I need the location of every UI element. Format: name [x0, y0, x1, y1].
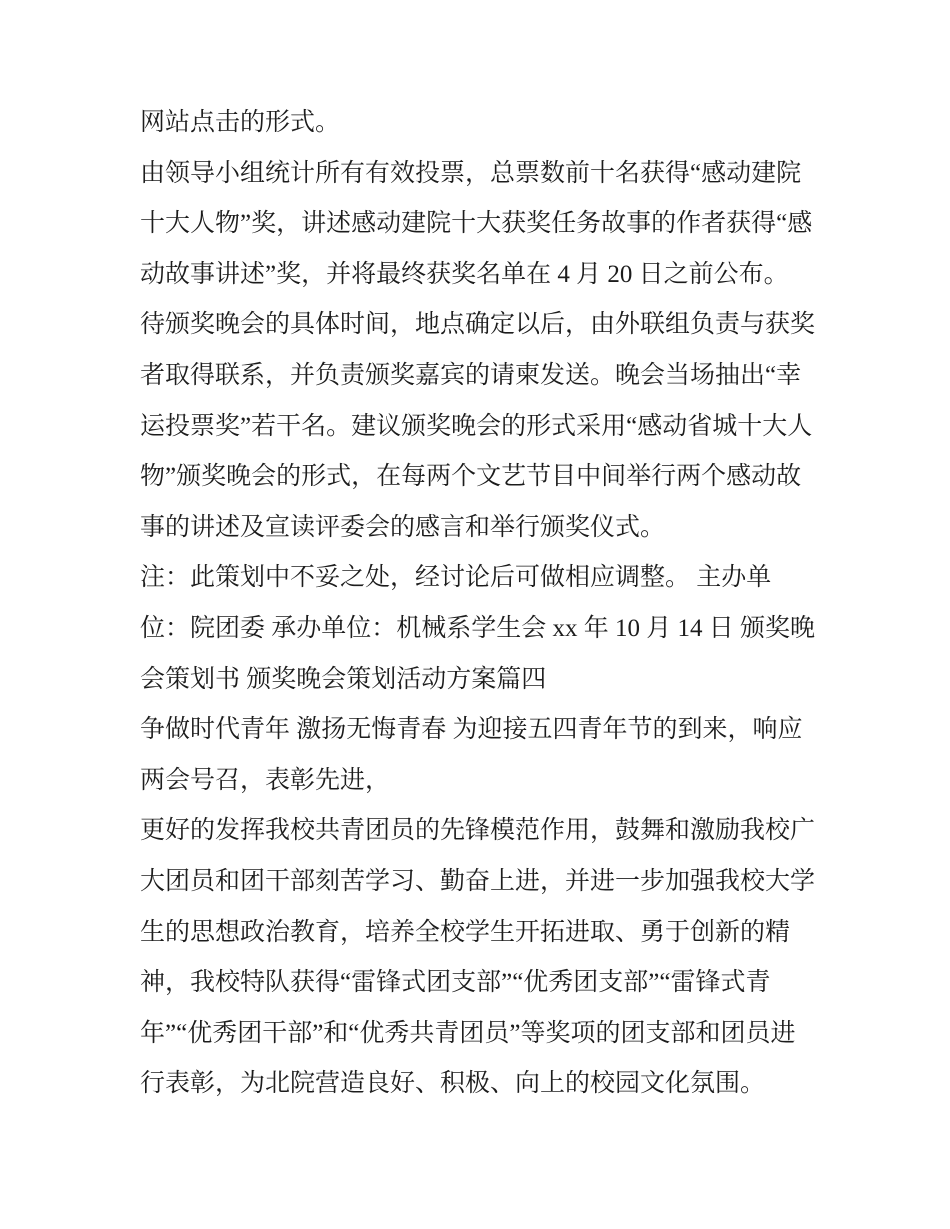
text-line: 待颁奖晚会的具体时间，地点确定以后，由外联组负责与获奖: [140, 311, 816, 339]
text-line: 行表彰，为北院营造良好、积极、向上的校园文化氛围。: [140, 1070, 766, 1098]
text-line: 大团员和团干部刻苦学习、勤奋上进，并进一步加强我校大学: [140, 867, 816, 895]
text-line: 争做时代青年 激扬无悔青春 为迎接五四青年节的到来，响应: [140, 716, 803, 744]
text-line: 事的讲述及宣读评委会的感言和举行颁奖仪式。: [140, 513, 666, 541]
text-line: 年”“优秀团干部”和“优秀共青团员”等奖项的团支部和团员进: [140, 1019, 796, 1047]
text-line: 动故事讲述”奖，并将最终获奖名单在 4 月 20 日之前公布。: [140, 260, 789, 288]
text-line: 注：此策划中不妥之处，经讨论后可做相应调整。 主办单: [140, 564, 772, 592]
text-line: 十大人物”奖，讲述感动建院十大获奖任务故事的作者获得“感: [140, 210, 813, 238]
text-line: 网站点击的形式。: [140, 109, 341, 136]
text-line: 更好的发挥我校共青团员的先锋模范作用，鼓舞和激励我校广: [140, 817, 816, 845]
text-line: 者取得联系，并负责颁奖嘉宾的请柬发送。晚会当场抽出“幸: [140, 361, 802, 389]
text-line: 神，我校特队获得“雷锋式团支部”“优秀团支部”“雷锋式青: [140, 969, 771, 997]
text-line: 两会号召，表彰先进，: [140, 766, 391, 794]
text-line: 由领导小组统计所有有效投票，总票数前十名获得“感动建院: [140, 159, 802, 187]
text-line: 生的思想政治教育，培养全校学生开拓进取、勇于创新的精: [140, 918, 791, 946]
text-line: 物”颁奖晚会的形式，在每两个文艺节目中间举行两个感动故: [140, 463, 802, 491]
text-line: 运投票奖”若干名。建议颁奖晚会的形式采用“感动省城十大人: [140, 412, 813, 440]
text-line: 会策划书 颁奖晚会策划活动方案篇四: [140, 665, 547, 693]
text-line: 位：院团委 承办单位：机械系学生会 xx 年 10 月 14 日 颁奖晚: [140, 614, 816, 642]
